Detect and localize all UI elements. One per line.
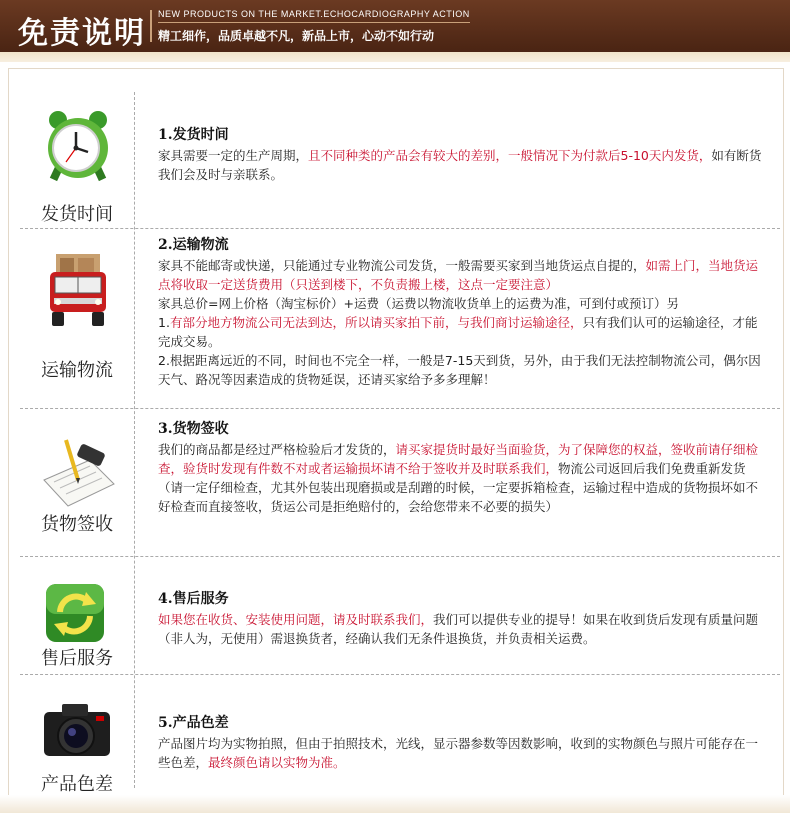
highlight-text: 且不同种类的产品会有较大的差别，一般情况下为付款后5-10天内发货，: [308, 148, 712, 163]
header-subtitle-cn: 精工细作，品质卓越不凡，新品上市，心动不如行动: [158, 29, 435, 43]
section-content: [158, 126, 768, 184]
section-paragraph: 家具总价=网上价格（淘宝标价）+运费（运费以物流收货单上的运费为准，可到付或预订）另: [158, 296, 679, 311]
alarm-clock-icon: [38, 106, 118, 182]
camera-icon: [38, 694, 118, 770]
truck-icon: [38, 250, 118, 326]
section-paragraph: [158, 313, 768, 351]
section-paragraph: [158, 734, 768, 772]
section-shipping-time: [20, 92, 780, 224]
section-content: [158, 420, 768, 516]
section-label: 运输物流: [41, 360, 113, 381]
section-title: 1.发货时间: [158, 127, 229, 143]
text-run: 如有断货我们会及时与亲联系。: [158, 148, 762, 182]
section-paragraph: 2.根据距离远近的不同，时间也不完全一样，一般是7-15天到货，另外，由于我们无法控制物流公司，偶尔因天气、路况等因素造成的货物延误，还请买家给予多多理解！: [158, 353, 761, 387]
text-run: 产品图片均为实物拍照，但由于拍照技术，光线，显示器参数等因数影响，收到的实物颜色与照片可能存在一些色差，: [158, 736, 759, 770]
section-paragraph: （请一定仔细检查，尤其外包装出现磨损或是刮蹭的时候，一定要拆箱检查，运输过程中造成的货物损坏如不好检查而直接签收，货运公司是拒绝赔付的，会给您带来不必要的损失）: [158, 480, 759, 514]
section-logistics: [20, 228, 780, 408]
section-label: 产品色差: [41, 774, 113, 795]
text-run: 家具需要一定的生产周期，: [158, 148, 309, 163]
section-content: [158, 590, 768, 648]
bottom-band: [0, 795, 790, 813]
highlight-text: 请买家提货时最好当面验货，为了保障您的权益，签收前请仔细检查，验货时发现有件数不对或者运输损坏请不给于签收并及时联系我们，: [158, 442, 759, 476]
section-after-sales: [20, 556, 780, 674]
section-title: 3.货物签收: [158, 421, 229, 437]
section-paragraph: [158, 440, 768, 478]
text-run: 我们的商品都是经过严格检验后才发货的，: [158, 442, 396, 457]
section-label: 发货时间: [41, 204, 113, 225]
text-run: 只有我们认可的运输途径，才能完成交易。: [158, 315, 758, 349]
header-banner: [0, 0, 790, 52]
notepad-pen-icon: [38, 430, 118, 506]
section-content: [158, 714, 768, 772]
section-content: [158, 236, 768, 389]
header-subtitle-en: NEW PRODUCTS ON THE MARKET.ECHOCARDIOGRAPHY ACTION: [158, 9, 470, 23]
text-run: 家具不能邮寄或快递，只能通过专业物流公司发货，一般需要买家到当地货运点自提的，: [158, 258, 646, 273]
highlight-text: 最终颜色请以实物为准。: [208, 755, 346, 770]
refresh-icon: [38, 578, 118, 654]
section-title: 4.售后服务: [158, 591, 229, 607]
text-run: 我们可以提供专业的提导！如果在收到货后发现有质量问题（非人为，无使用）需退换货者，经确认我们无条件退换货，并负责相关运费。: [158, 612, 759, 646]
section-title: 5.产品色差: [158, 715, 229, 731]
highlight-text: 有部分地方物流公司无法到达，所以请买家拍下前，与我们商讨运输途径，: [169, 315, 583, 330]
header-divider: [150, 10, 152, 42]
section-color-difference: [20, 674, 780, 795]
section-paragraph: [158, 256, 768, 294]
section-paragraph: [158, 610, 768, 648]
page-title: 免责说明: [18, 16, 146, 51]
highlight-text: 如需上门，当地货运点将收取一定送货费用（只送到楼下，不负责搬上楼，这点一定要注意）: [158, 258, 759, 292]
section-title: 2.运输物流: [158, 237, 229, 253]
text-run: 物流公司返回后我们免费重新发货: [558, 461, 746, 476]
section-paragraph: [158, 146, 768, 184]
section-receipt: [20, 408, 780, 556]
text-run: 1.: [158, 315, 170, 330]
section-label: 售后服务: [41, 648, 113, 669]
section-label: 货物签收: [41, 514, 113, 535]
highlight-text: 如果您在收货、安装使用问题，请及时联系我们，: [158, 612, 434, 627]
